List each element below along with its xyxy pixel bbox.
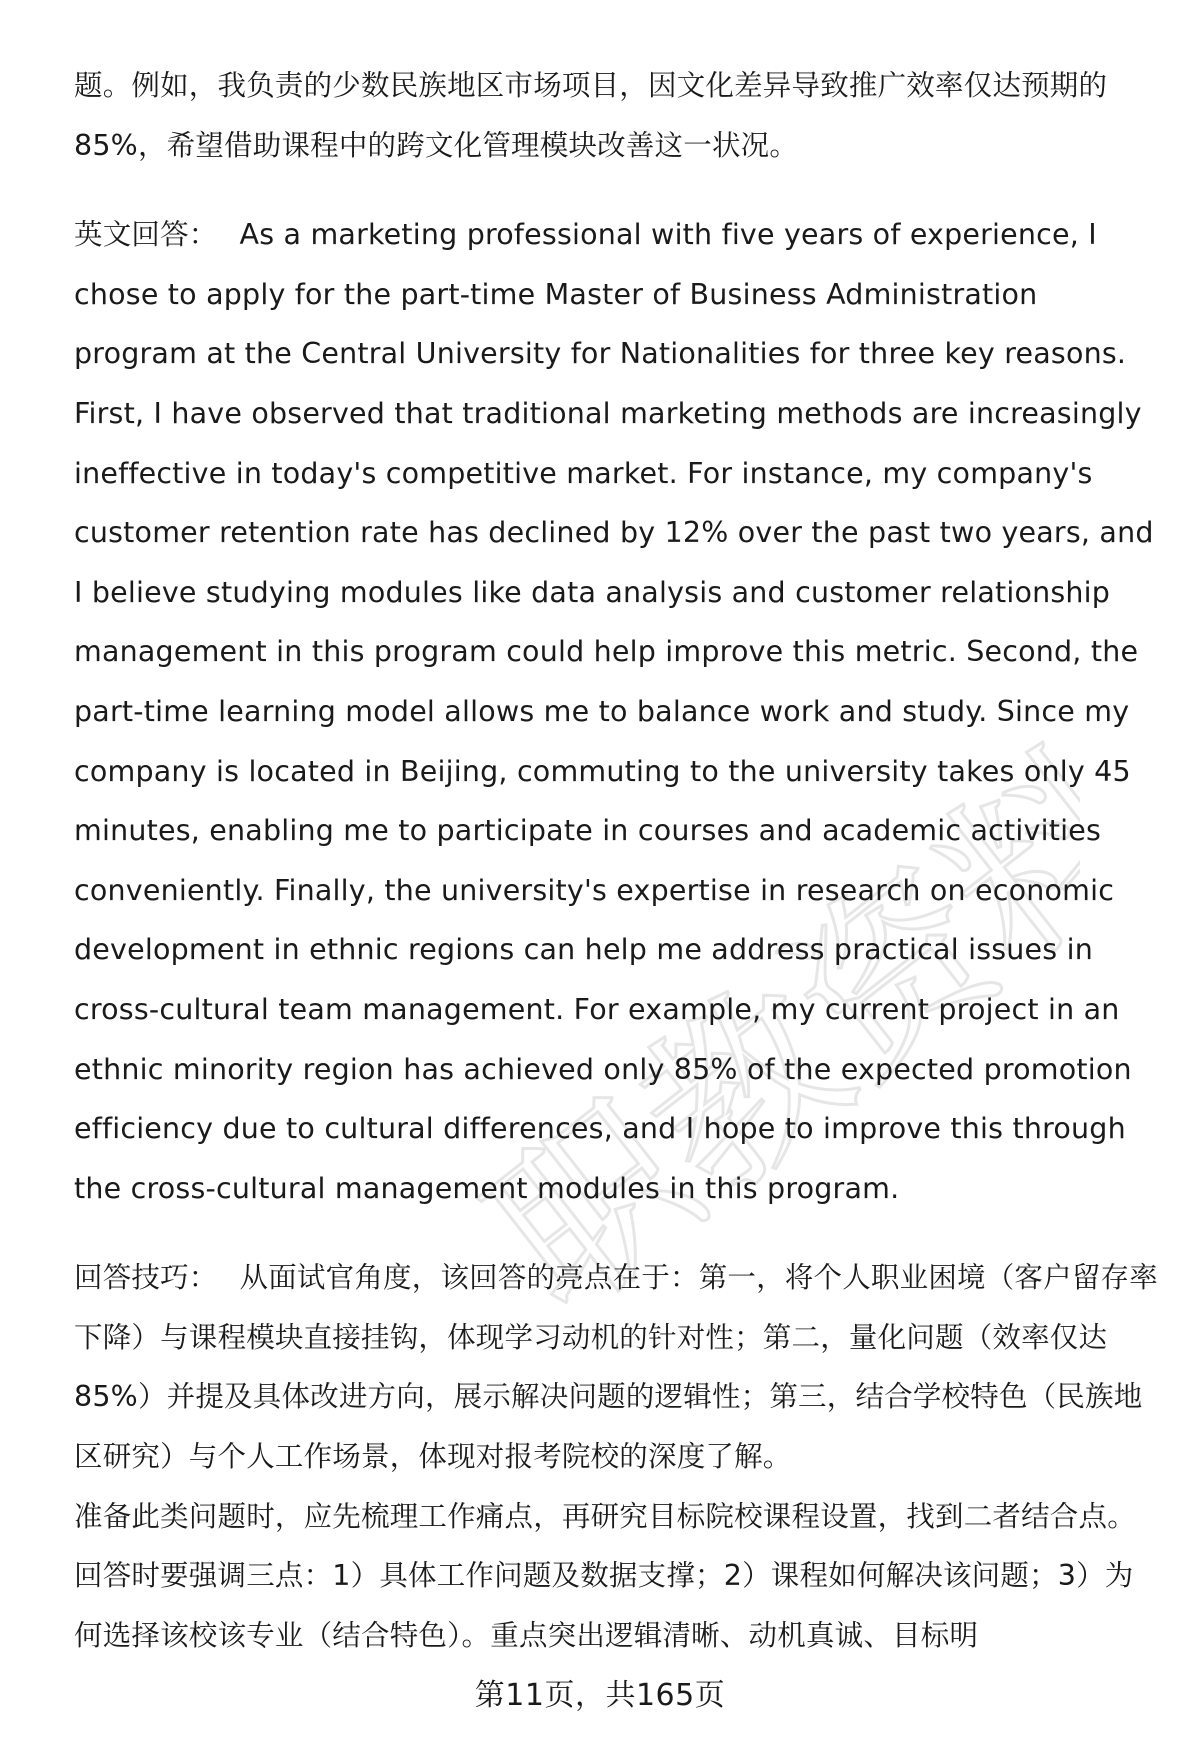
paragraph-answer-tips [74,1248,1160,1486]
paragraph-continued-chinese: 题。例如，我负责的少数民族地区市场项目，因文化差异导致推广效率仅达预期的85%，希望借助课程中的跨文化管理模块改善这一状况。 [74,69,1108,162]
english-answer-label: 英文回答： [74,218,218,252]
document-body [74,56,1160,1665]
english-answer-text: As a marketing professional with five years of experience, I chose to apply for the part-time Master of Business Administration program at the Central University for Nationalities for three key reasons. First, I have observed that traditional marketing methods are increasingly ineffective in today's competitive market. For instance, my company's customer retention rate has declined by 12% over the past two years, and I believe studying modules like data analysis and customer relationship management in this program could help improve this metric. Second, the part-time learning model allows me to balance work and study. Since my company is located in Beijing, commuting to the university takes only 45 minutes, enabling me to participate in courses and academic activities conveniently. Finally, the university's expertise in research on economic development in ethnic regions can help me address practical issues in cross-cultural team management. For example, my current project in an ethnic minority region has achieved only 85% of the expected promotion efficiency due to cultural differences, and I hope to improve this through the cross-cultural management modules in this program. [74,218,1154,1205]
answer-tips-label: 回答技巧： [74,1261,218,1295]
answer-tips-text: 从面试官角度，该回答的亮点在于：第一，将个人职业困境（客户留存率下降）与课程模块直接挂钩，体现学习动机的针对性；第二，量化问题（效率仅达85%）并提及具体改进方向，展示解决问题的逻辑性；第三，结合学校特色（民族地区研究）与个人工作场景，体现对报考院校的深度了解。 [74,1261,1158,1474]
watermark-text: 职教资料 [452,710,1080,1320]
paragraph-preparation-advice: 准备此类问题时，应先梳理工作痛点，再研究目标院校课程设置，找到二者结合点。回答时要强调三点：1）具体工作问题及数据支撑；2）课程如何解决该问题；3）为何选择该校该专业（结合特色）。重点突出逻辑清晰、动机真诚、目标明 [74,1499,1136,1652]
page-number-footer: 第11页，共165页 [474,1678,726,1713]
paragraph-english-answer [74,205,1160,1218]
